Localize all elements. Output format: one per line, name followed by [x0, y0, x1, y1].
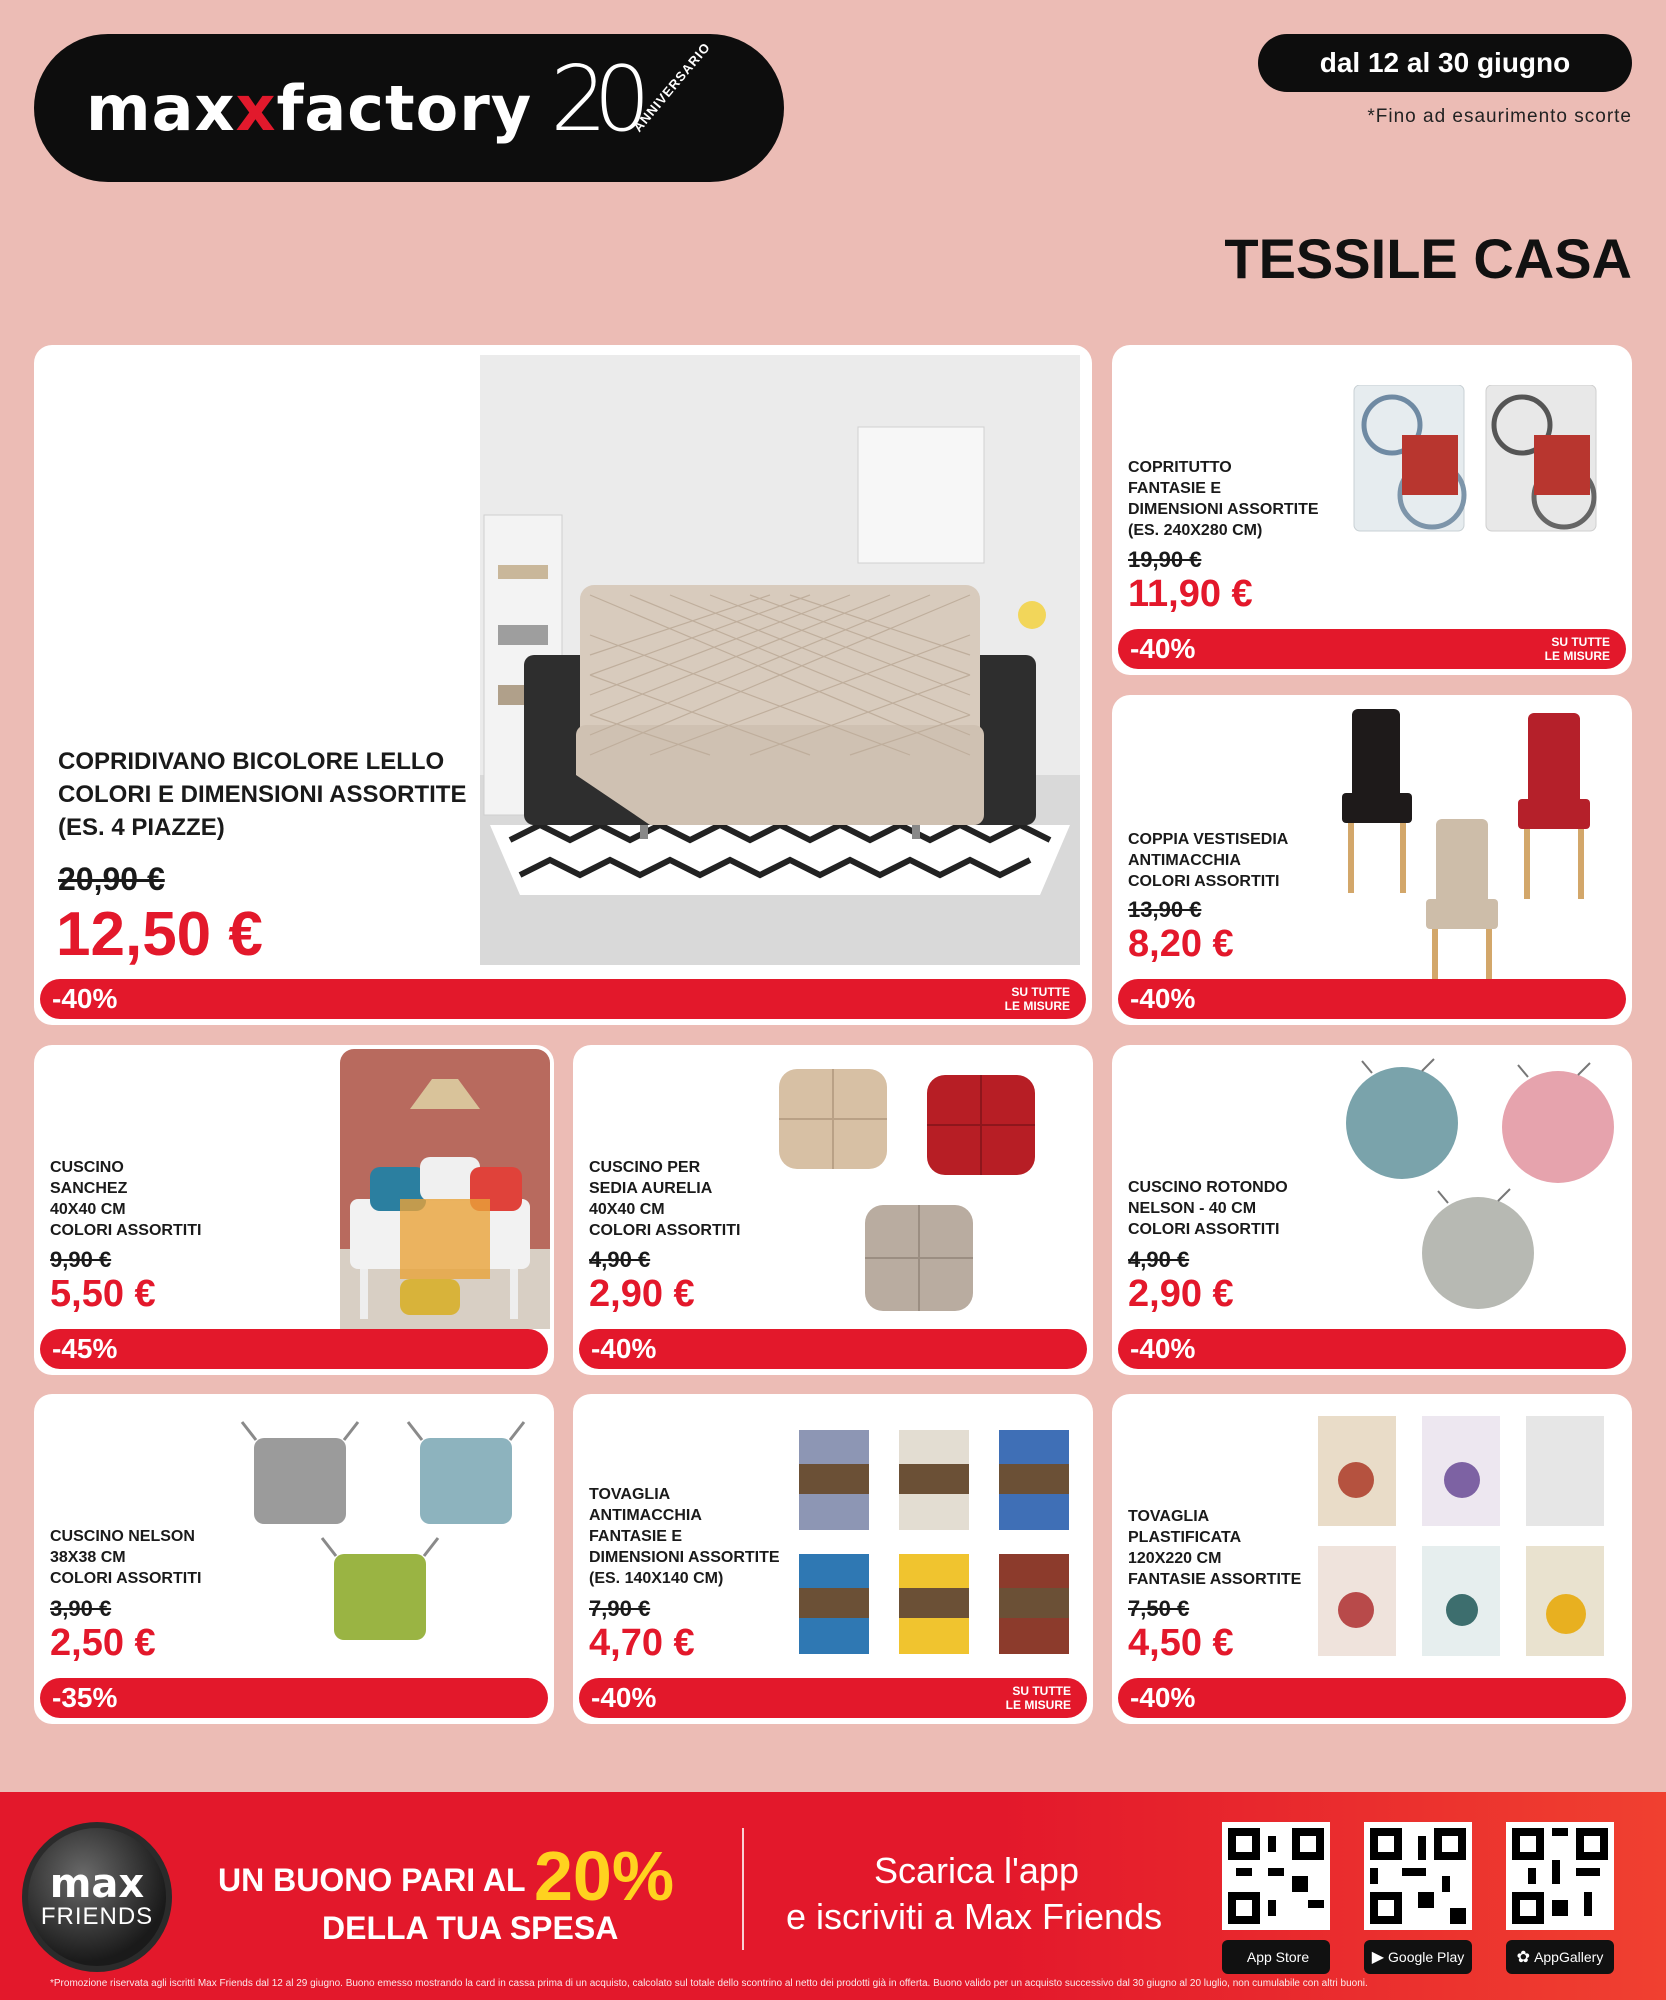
product-price: 2,90 €	[589, 1273, 695, 1315]
promo-line-1: UN BUONO PARI AL	[218, 1862, 526, 1898]
discount-bar	[40, 979, 1086, 1019]
product-old-price: 7,90 €	[589, 1596, 651, 1621]
product-name: CUSCINO SANCHEZ 40X40 CM COLORI ASSORTITI	[50, 1159, 202, 1239]
stock-note: *Fino ad esaurimento scorte	[1367, 106, 1632, 127]
product-card-sofa-cover[interactable]	[34, 345, 1092, 1025]
product-card-copritutto[interactable]	[1112, 345, 1632, 675]
product-price: 5,50 €	[50, 1273, 156, 1315]
max-friends-footer	[0, 1792, 1666, 2000]
discount-bar	[579, 1678, 1087, 1718]
product-old-price: 13,90 €	[1128, 897, 1202, 922]
discount-bar	[40, 1329, 548, 1369]
discount-bar	[1118, 979, 1626, 1019]
app-cta-line-2: e iscriviti a Max Friends	[786, 1896, 1163, 1937]
discount-bar	[1118, 1329, 1626, 1369]
promo-percent: 20%	[534, 1837, 675, 1915]
discount-percent: -40%	[591, 1682, 657, 1713]
app-gallery-button[interactable]: ✿ AppGallery	[1506, 1940, 1614, 1974]
product-price: 2,50 €	[50, 1622, 156, 1664]
tablecloths-image	[793, 1424, 1083, 1664]
product-old-price: 9,90 €	[50, 1247, 112, 1272]
product-name: TOVAGLIA PLASTIFICATA 120X220 CM FANTASIE ASSORTITE	[1128, 1508, 1302, 1588]
discount-percent: -40%	[1130, 983, 1196, 1014]
anniversary-label: ANNIVERSARIO	[630, 39, 714, 135]
date-range-badge: dal 12 al 30 giugno	[1258, 34, 1632, 92]
discount-bar	[40, 1678, 548, 1718]
discount-percent: -40%	[591, 1333, 657, 1364]
brand-logo	[34, 34, 784, 182]
discount-bar	[1118, 629, 1626, 669]
discount-note: SU TUTTE LE MISURE	[1544, 635, 1610, 663]
discount-bar	[1118, 1678, 1626, 1718]
product-price: 2,90 €	[1128, 1273, 1234, 1315]
app-gallery-download[interactable]	[1506, 1822, 1614, 1974]
app-store-button[interactable]: App Store	[1222, 1940, 1330, 1974]
product-name: COPPIA VESTISEDIA ANTIMACCHIA COLORI ASSORTITI	[1128, 831, 1289, 890]
product-name: CUSCINO ROTONDO NELSON - 40 CM COLORI ASSORTITI	[1128, 1179, 1288, 1238]
section-title: TESSILE CASA	[1224, 227, 1632, 290]
discount-percent: -35%	[52, 1682, 118, 1713]
product-old-price: 3,90 €	[50, 1596, 112, 1621]
qr-code-icon	[1222, 1822, 1330, 1930]
product-card-cuscino-aurelia[interactable]	[573, 1045, 1093, 1375]
product-price: 4,70 €	[589, 1622, 695, 1664]
app-store-download[interactable]	[1222, 1822, 1330, 1974]
discount-percent: -45%	[52, 1333, 118, 1364]
aurelia-cushions-image	[773, 1055, 1073, 1325]
logo-wordmark: maxxfactory	[86, 71, 533, 145]
discount-percent: -40%	[1130, 633, 1196, 664]
product-card-cuscino-sanchez[interactable]	[34, 1045, 554, 1375]
fine-print: *Promozione riservata agli iscritti Max Friends dal 12 al 29 giugno. Buono emesso mostrando la card in cassa prima di un acquisto, calcolato sul totale dello scontrino al netto dei prodotti già in offerta. Buono valido per un acquisto successivo dal 30 giugno al 20 luglio, non cumulabile con altri buoni.	[50, 1978, 1368, 1989]
footer-divider	[742, 1828, 744, 1950]
sanchez-cushion-image	[340, 1049, 550, 1329]
discount-note: SU TUTTE LE MISURE	[1004, 985, 1070, 1013]
sofa-cover-image	[480, 355, 1080, 965]
play-icon: ▶	[1371, 1949, 1385, 1966]
product-old-price: 7,50 €	[1128, 1596, 1190, 1621]
product-price: 4,50 €	[1128, 1622, 1234, 1664]
round-cushions-image	[1332, 1057, 1622, 1327]
discount-bar	[579, 1329, 1087, 1369]
discount-percent: -40%	[1130, 1682, 1196, 1713]
product-price: 8,20 €	[1128, 923, 1234, 965]
anniversary-number: 20	[550, 47, 637, 152]
qr-code-icon	[1506, 1822, 1614, 1930]
discount-percent: -40%	[1130, 1333, 1196, 1364]
qr-code-icon	[1364, 1822, 1472, 1930]
product-card-cuscino-rotondo[interactable]	[1112, 1045, 1632, 1375]
product-price: 11,90 €	[1128, 573, 1253, 615]
product-old-price: 4,90 €	[589, 1247, 651, 1272]
discount-percent: -40%	[52, 983, 118, 1014]
promo-line-2: DELLA TUA SPESA	[322, 1910, 619, 1946]
huawei-icon: ✿	[1516, 1949, 1531, 1966]
discount-note: SU TUTTE LE MISURE	[1005, 1684, 1071, 1712]
google-play-download[interactable]	[1364, 1822, 1472, 1974]
chair-covers-image	[1312, 703, 1622, 983]
product-card-cuscino-nelson[interactable]	[34, 1394, 554, 1724]
google-play-button[interactable]: ▶ Google Play	[1364, 1940, 1472, 1974]
product-name: CUSCINO PER SEDIA AURELIA 40X40 CM COLORI ASSORTITI	[589, 1159, 741, 1239]
product-card-vestisedia[interactable]	[1112, 695, 1632, 1025]
product-old-price: 4,90 €	[1128, 1247, 1190, 1272]
product-old-price: 19,90 €	[1128, 547, 1202, 572]
product-card-tovaglia-plastificata[interactable]	[1112, 1394, 1632, 1724]
app-cta-line-1: Scarica l'app	[874, 1850, 1079, 1891]
product-card-tovaglia-antimacchia[interactable]	[573, 1394, 1093, 1724]
max-friends-badge: max FRIENDS	[22, 1822, 172, 1972]
product-name: COPRIDIVANO BICOLORE LELLO COLORI E DIMENSIONI ASSORTITE (ES. 4 PIAZZE)	[58, 748, 467, 841]
product-old-price: 20,90 €	[58, 861, 165, 897]
anniversary-badge	[550, 39, 714, 163]
copritutto-image	[1352, 385, 1622, 535]
nelson-cushions-image	[234, 1414, 544, 1664]
product-price: 12,50 €	[56, 900, 263, 969]
product-name: COPRITUTTO FANTASIE E DIMENSIONI ASSORTITE (ES. 240X280 CM)	[1128, 459, 1319, 539]
plastic-tablecloths-image	[1312, 1410, 1622, 1670]
product-name: CUSCINO NELSON 38X38 CM COLORI ASSORTITI	[50, 1528, 202, 1587]
product-name: TOVAGLIA ANTIMACCHIA FANTASIE E DIMENSIONI ASSORTITE (ES. 140X140 CM)	[589, 1486, 780, 1587]
